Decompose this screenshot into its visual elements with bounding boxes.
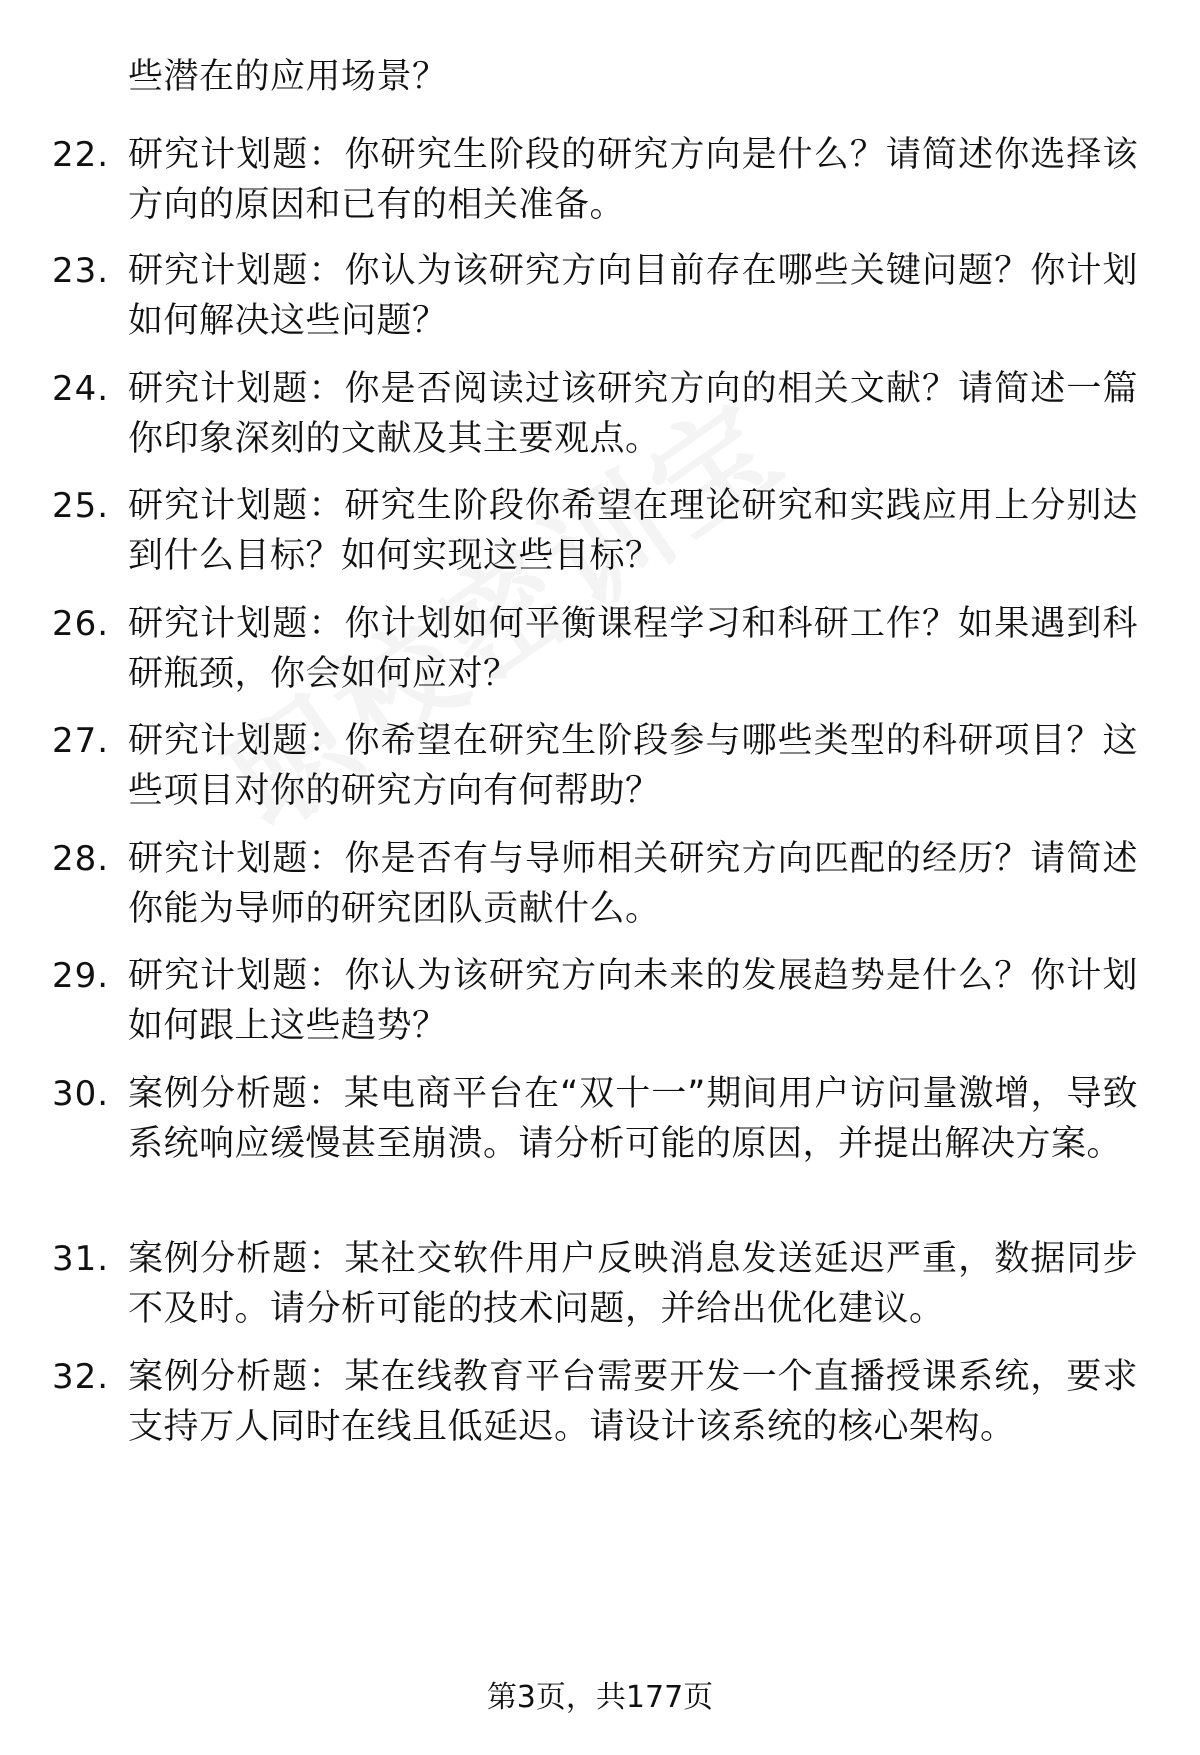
question-number: 22. <box>52 135 110 175</box>
question-text: 案例分析题：某在线教育平台需要开发一个直播授课系统，要求支持万人同时在线且低延迟。请设计该系统的核心架构。 <box>128 1357 1138 1447</box>
question-text: 研究计划题：你认为该研究方向未来的发展趋势是什么？你计划如何跟上这些趋势？ <box>128 956 1138 1046</box>
question-number: 23. <box>52 251 110 291</box>
question-text: 研究计划题：你研究生阶段的研究方向是什么？请简述你选择该方向的原因和已有的相关准备。 <box>128 135 1138 225</box>
question-text: 研究计划题：你是否阅读过该研究方向的相关文献？请简述一篇你印象深刻的文献及其主要观点。 <box>128 369 1138 459</box>
question-number: 28. <box>52 839 110 879</box>
question-number: 26. <box>52 604 110 644</box>
question-text: 研究计划题：你希望在研究生阶段参与哪些类型的科研项目？这些项目对你的研究方向有何帮助？ <box>128 721 1138 811</box>
page-footer: 第3页，共177页 <box>486 1680 714 1715</box>
question-text: 研究计划题：你计划如何平衡课程学习和科研工作？如果遇到科研瓶颈，你会如何应对？ <box>128 604 1138 694</box>
question-text: 些潜在的应用场景？ <box>128 57 448 97</box>
question-number: 30. <box>52 1074 110 1114</box>
question-text: 研究计划题：你是否有与导师相关研究方向匹配的经历？请简述你能为导师的研究团队贡献什么。 <box>128 839 1138 929</box>
question-text: 案例分析题：某电商平台在“双十一”期间用户访问量激增，导致系统响应缓慢甚至崩溃。请分析可能的原因，并提出解决方案。 <box>128 1074 1138 1164</box>
question-text: 研究计划题：你认为该研究方向目前存在哪些关键问题？你计划如何解决这些问题？ <box>128 251 1138 341</box>
question-number: 27. <box>52 721 110 761</box>
question-number: 32. <box>52 1357 110 1397</box>
question-number: 29. <box>52 956 110 996</box>
question-number: 24. <box>52 369 110 409</box>
question-number: 25. <box>52 486 110 526</box>
question-number: 31. <box>52 1239 110 1279</box>
question-text: 研究计划题：研究生阶段你希望在理论研究和实践应用上分别达到什么目标？如何实现这些目标？ <box>128 486 1138 576</box>
question-text: 案例分析题：某社交软件用户反映消息发送延迟严重，数据同步不及时。请分析可能的技术问题，并给出优化建议。 <box>128 1239 1138 1329</box>
